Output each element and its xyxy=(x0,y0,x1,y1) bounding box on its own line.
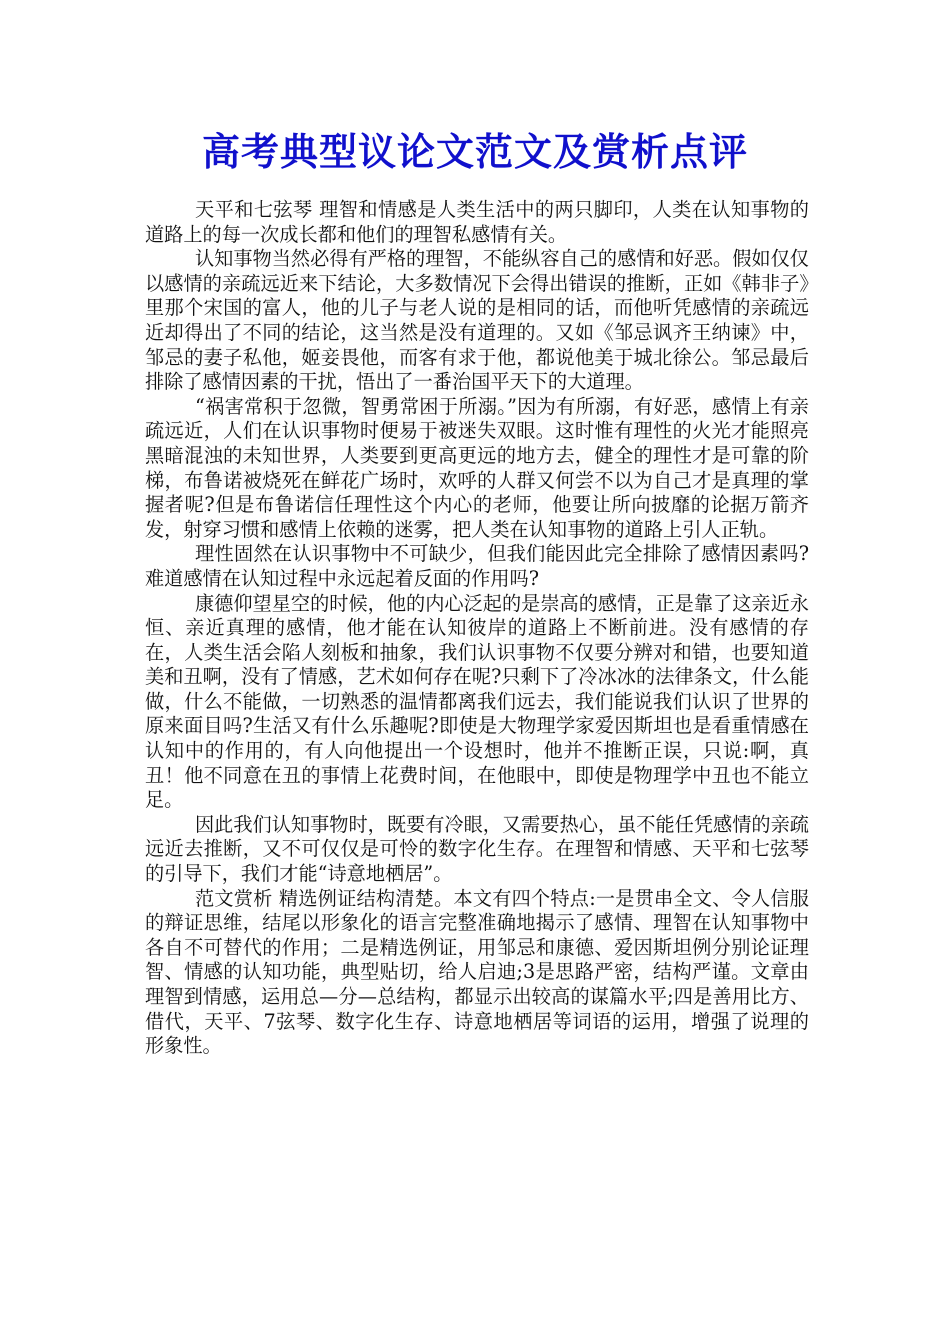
paragraph-commentary: 范文赏析 精选例证结构清楚。本文有四个特点:一是贯串全文、令人信服的辩证思维，结尾以形象化的语言完整准确地揭示了感情、理智在认知事物中各自不可替代的作用；二是精选例证，用邹忌和康德、爱因斯坦例分别论证理智、情感的认知功能，典型贴切，给人启迪;3是思路严密，结构严谨。文章由理智到情感，运用总—分—总结构，都显示出较高的谋篇水平;四是善用比方、借代，天平、7弦琴、数字化生存、诗意地栖居等词语的运用，增强了说理的形象性。 xyxy=(145,886,809,1058)
paragraph-transition-question: 理性固然在认识事物中不可缺少，但我们能因此完全排除了感情因素吗?难道感情在认知过程中永远起着反面的作用吗? xyxy=(145,542,809,590)
document-body xyxy=(145,198,809,1059)
paragraph-emotion-argument: 康德仰望星空的时候，他的内心泛起的是崇高的感情，正是靠了这亲近永恒、亲近真理的感情，他才能在认知彼岸的道路上不断前进。没有感情的存在，人类生活会陷人刻板和抽象，我们认识事物不仅要分辨对和错，也要知道美和丑啊，没有了情感，艺术如何存在呢?只剩下了冷冰冰的法律条文，什么能做，什么不能做，一切熟悉的温情都离我们远去，我们能说我们认识了世界的原来面目吗?生活又有什么乐趣呢?即使是大物理学家爱因斯坦也是看重情感在认知中的作用的，有人向他提出一个设想时，他并不推断正误，只说:啊，真丑！他不同意在丑的事情上花费时间，在他眼中，即使是物理学中丑也不能立足。 xyxy=(145,591,809,812)
paragraph-reason-argument: 认知事物当然必得有严格的理智，不能纵容自己的感情和好恶。假如仅仅以感情的亲疏远近来下结论，大多数情况下会得出错误的推断，正如《韩非子》里那个宋国的富人，他的儿子与老人说的是相同的话，而他听凭感情的亲疏远近却得出了不同的结论，这当然是没有道理的。又如《邹忌讽齐王纳谏》中，邹忌的妻子私他，姬妾畏他，而客有求于他，都说他美于城北徐公。邹忌最后排除了感情因素的干扰，悟出了一番治国平天下的大道理。 xyxy=(145,247,809,394)
paragraph-reason-light: “祸害常积于忽微，智勇常困于所溺。”因为有所溺，有好恶，感情上有亲疏远近，人们在认识事物时便易于被迷失双眼。这时惟有理性的火光才能照亮黑暗混浊的未知世界，人类要到更高更远的地方去，健全的理性才是可靠的阶梯，布鲁诺被烧死在鲜花广场时，欢呼的人群又何尝不以为自己才是真理的掌握者呢?但是布鲁诺信任理性这个内心的老师，他要让所向披靡的论据万箭齐发，射穿习惯和感情上依赖的迷雾，把人类在认知事物的道路上引人正轨。 xyxy=(145,394,809,541)
document-title: 高考典型议论文范文及赏析点评 xyxy=(201,129,748,174)
paragraph-conclusion: 因此我们认知事物时，既要有冷眼，又需要热心，虽不能任凭感情的亲疏远近去推断，又不可仅仅是可怜的数字化生存。在理智和情感、天平和七弦琴的引导下，我们才能“诗意地栖居”。 xyxy=(145,812,809,886)
paragraph-intro: 天平和七弦琴 理智和情感是人类生活中的两只脚印，人类在认知事物的道路上的每一次成长都和他们的理智私感情有关。 xyxy=(145,198,809,246)
